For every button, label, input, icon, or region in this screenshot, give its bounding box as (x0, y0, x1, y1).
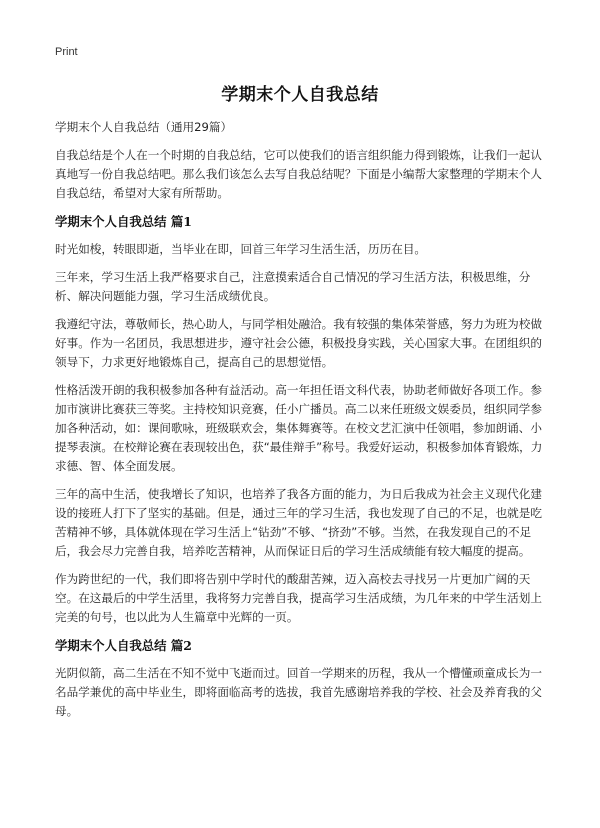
paragraph: 我遵纪守法，尊敬师长，热心助人，与同学相处融洽。我有较强的集体荣誉感，努力为班为校做好事。作为一名团员，我思想进步，遵守社会公德，积极投身实践，关心国家大事。在团组织的领导下，力求更好地锻炼自己，提高自己的思想觉悟。 (55, 317, 542, 369)
intro-paragraph: 自我总结是个人在一个时期的自我总结，它可以使我们的语言组织能力得到锻炼，让我们一起认真地写一份自我总结吧。那么我们该怎么去写自我总结呢？下面是小编帮大家整理的学期末个人自我总结，希望对大家有所帮助。 (55, 148, 542, 200)
article-subtitle: 学期末个人自我总结（通用29篇） (55, 120, 233, 134)
paragraph: 三年的高中生活，使我增长了知识，也培养了我各方面的能力，为日后我成为社会主义现代化建设的接班人打下了坚实的基础。但是，通过三年的学习生活，我也发现了自己的不足，也就是吃苦精神不够，具体就体现在学习生活上“钻劲”不够、“挤劲”不够。当然，在我发现自己的不足后，我会尽力完善自我，培养吃苦精神，从而保证日后的学习生活成绩能有较大幅度的提高。 (55, 487, 542, 558)
paragraph: 三年来，学习生活上我严格要求自己，注意摸索适合自己情况的学习生活方法，积极思维，分析、解决问题能力强，学习生活成绩优良。 (55, 270, 531, 303)
section-heading-1: 学期末个人自我总结 篇1 (55, 214, 192, 229)
page-title: 学期末个人自我总结 (221, 85, 379, 105)
paragraph: 光阴似箭，高二生活在不知不觉中飞逝而过。回首一学期来的历程，我从一个懵懂顽童成长为一名品学兼优的高中毕业生，即将面临高考的选拔，我首先感谢培养我的学校、社会及养育我的父母。 (55, 666, 542, 718)
paragraph: 作为跨世纪的一代，我们即将告别中学时代的酸甜苦辣，迈入高校去寻找另一片更加广阔的天空。在这最后的中学生活里，我将努力完善自我，提高学习生活成绩，为几年来的中学生活划上完美的句号，也以此为人生篇章中光辉的一页。 (55, 572, 542, 624)
article-body (55, 118, 545, 730)
paragraph: 时光如梭，转眼即逝，当毕业在即，回首三年学习生活生活，历历在目。 (55, 242, 427, 256)
print-link[interactable]: Print (55, 46, 78, 58)
section-heading-2: 学期末个人自我总结 篇2 (55, 638, 192, 653)
paragraph: 性格活泼开朗的我积极参加各种有益活动。高一年担任语文科代表，协助老师做好各项工作。参加市演讲比赛获三等奖。主持校知识竞赛，任小广播员。高二以来任班级文娱委员，组织同学参加各种活动，如：课间歌咏，班级联欢会，集体舞赛等。在校文艺汇演中任领唱，参加朗诵、小提琴表演。在校辩论赛在表现较出色，获“最佳辩手”称号。我爱好运动，积极参加体育锻炼，力求德、智、体全面发展。 (55, 383, 543, 473)
